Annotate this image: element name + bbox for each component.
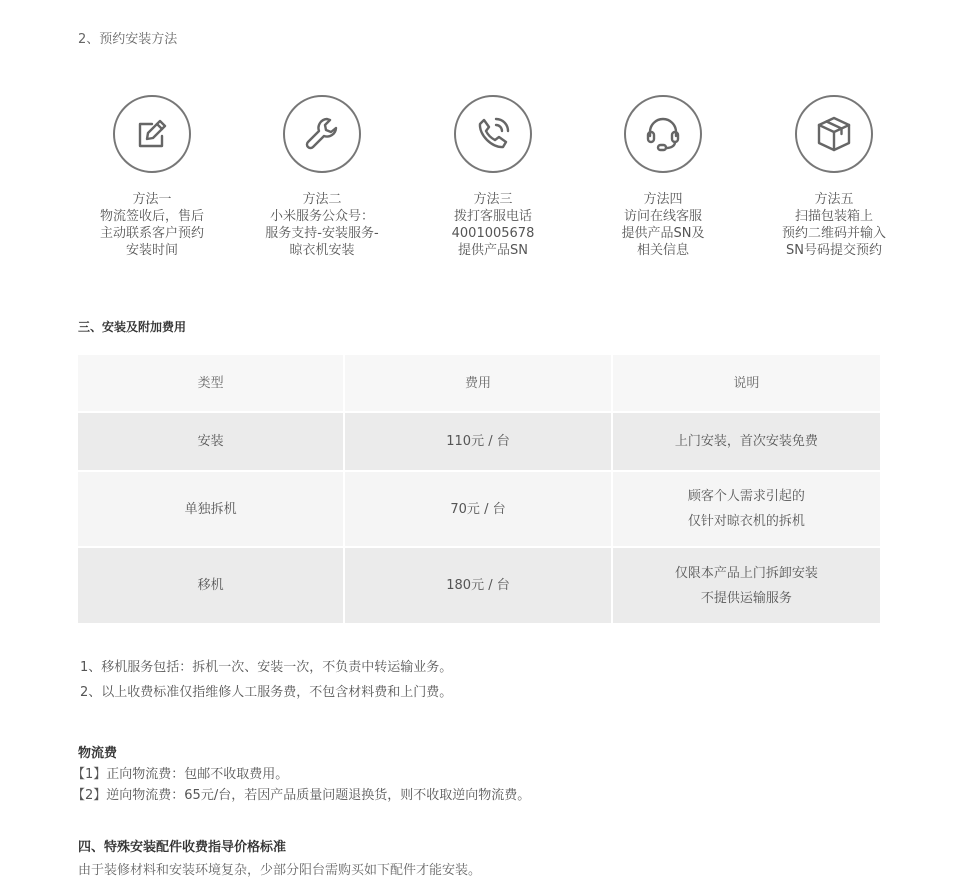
method-5-title: 方法五	[814, 192, 854, 207]
fee-table	[76, 353, 882, 625]
edit-box-icon	[130, 112, 174, 156]
method-2-icon-circle	[283, 95, 361, 173]
table-header-row	[78, 355, 880, 411]
row-1-type: 安装	[78, 413, 343, 470]
section-4-desc: 由于装修材料和安装环境复杂，少部分阳台需购买如下配件才能安装。	[78, 863, 482, 878]
method-1-line-1: 物流签收后，售后	[99, 209, 204, 224]
method-5-icon-circle	[795, 95, 873, 173]
method-5-line-3: SN号码提交预约	[786, 243, 882, 258]
logistics-item-1: 【1】正向物流费：包邮不收取费用。	[72, 767, 289, 782]
method-3-line-2: 4001005678	[451, 226, 535, 241]
headset-icon	[641, 112, 685, 156]
method-3-icon-circle	[454, 95, 532, 173]
section-4-title: 四、特殊安装配件收费指导价格标准	[78, 840, 287, 855]
method-5-line-2: 预约二维码并输入	[781, 226, 886, 241]
method-2-title: 方法二	[302, 192, 342, 207]
row-3-desc-line-1: 仅限本产品上门拆卸安装	[674, 565, 818, 581]
logistics-item-2: 【2】逆向物流费：65元/台，若因产品质量问题退换货，则不收取逆向物流费。	[72, 788, 531, 803]
method-1-line-3: 安装时间	[125, 243, 178, 258]
step-title: 2、预约安装方法	[78, 32, 178, 47]
package-box-icon	[812, 112, 856, 156]
row-3-desc	[613, 548, 880, 623]
method-1-icon-circle	[113, 95, 191, 173]
table-row	[78, 548, 880, 623]
row-2-desc-line-1: 顾客个人需求引起的	[687, 489, 805, 504]
method-1-line-2: 主动联系客户预约	[99, 226, 204, 241]
row-2-fee: 70元 / 台	[345, 472, 610, 546]
header-desc: 说明	[613, 355, 880, 411]
phone-icon	[471, 112, 515, 156]
notes	[80, 655, 452, 705]
method-3-line-1: 拨打客服电话	[453, 209, 532, 224]
method-2-line-2: 服务支持-安装服务-	[265, 226, 379, 241]
section-3-title: 三、安装及附加费用	[78, 320, 187, 334]
table-row	[78, 472, 880, 546]
method-4	[578, 95, 748, 259]
logistics-list	[72, 764, 530, 806]
row-3-type: 移机	[78, 548, 343, 623]
row-2-desc-line-2: 仅针对晾衣机的拆机	[687, 514, 805, 529]
row-1-fee: 110元 / 台	[345, 413, 610, 470]
method-1-title: 方法一	[132, 192, 172, 207]
method-2	[237, 95, 407, 259]
method-3-line-3: 提供产品SN	[458, 243, 528, 258]
method-1	[67, 95, 237, 259]
method-5-line-1: 扫描包装箱上	[794, 209, 873, 224]
wrench-icon	[300, 112, 344, 156]
method-5	[749, 95, 919, 259]
method-3-title: 方法三	[473, 192, 513, 207]
note-1: 1、移机服务包括：拆机一次、安装一次，不负责中转运输业务。	[80, 660, 453, 675]
table-row	[78, 413, 880, 470]
row-3-desc-line-2: 不提供运输服务	[700, 590, 792, 606]
header-fee: 费用	[345, 355, 610, 411]
note-2: 2、以上收费标准仅指维修人工服务费，不包含材料费和上门费。	[80, 685, 453, 700]
method-4-line-1: 访问在线客服	[623, 209, 702, 224]
row-3-fee: 180元 / 台	[345, 548, 610, 623]
row-2-desc	[613, 472, 880, 546]
row-1-desc-line-1: 上门安装，首次安装免费	[674, 434, 818, 449]
method-3	[408, 95, 578, 259]
method-4-line-2: 提供产品SN及	[621, 226, 705, 241]
header-type: 类型	[78, 355, 343, 411]
method-4-icon-circle	[624, 95, 702, 173]
method-4-line-3: 相关信息	[636, 243, 689, 258]
row-2-type: 单独拆机	[78, 472, 343, 546]
method-2-line-3: 晾衣机安装	[289, 243, 355, 258]
row-1-desc	[613, 413, 880, 470]
logistics-title: 物流费	[78, 746, 118, 761]
method-4-title: 方法四	[643, 192, 683, 207]
method-2-line-1: 小米服务公众号：	[269, 209, 374, 224]
